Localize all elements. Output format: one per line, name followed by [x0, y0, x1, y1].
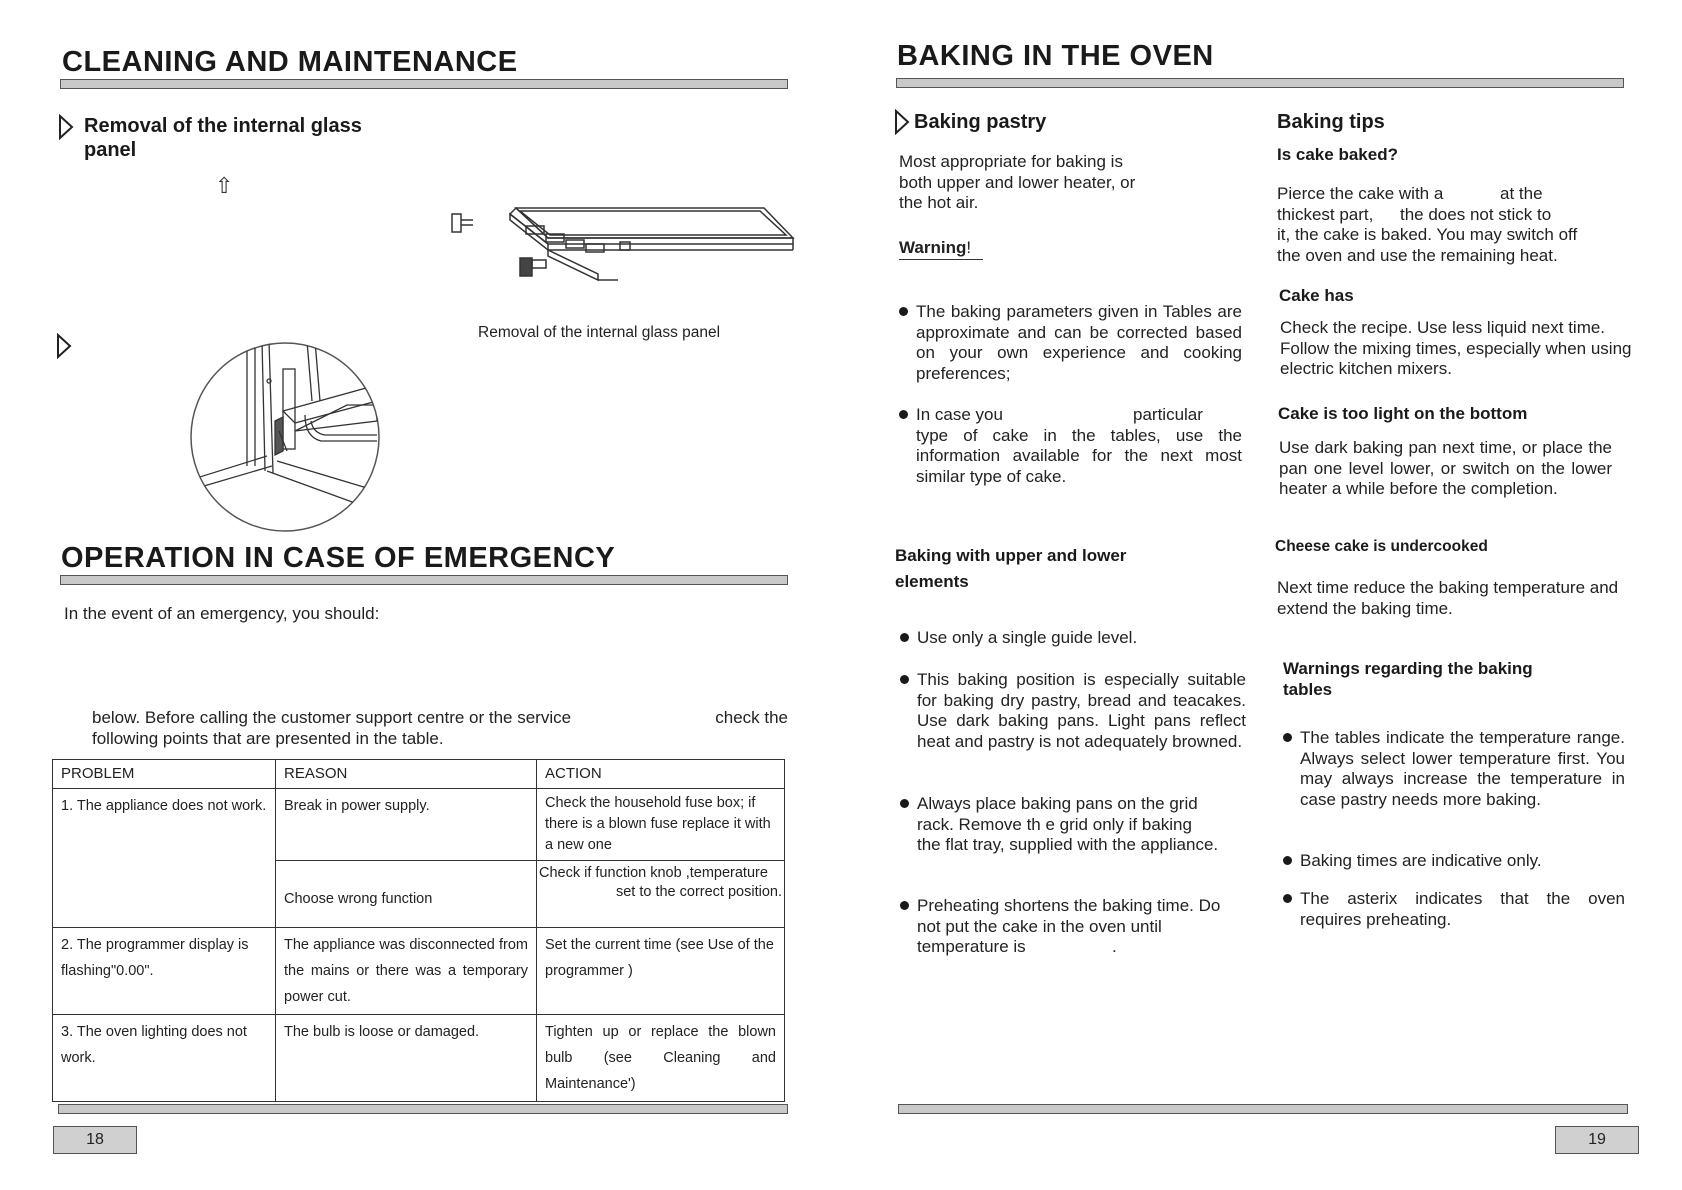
row3-action: Tighten up or replace the blown bulb (see Cleaning and Maintenance') [537, 1015, 785, 1102]
row3-problem: 3. The oven lighting does not work. [53, 1015, 276, 1102]
page-number-right: 19 [1555, 1126, 1639, 1154]
warning-label [899, 238, 983, 260]
header-problem: PROBLEM [53, 760, 276, 789]
emergency-line2: following points that are presented in the table. [92, 728, 444, 748]
emergency-paragraph [92, 708, 788, 749]
bullet-baking-pans-line2: rack. Remove th e grid only if baking [917, 814, 1192, 834]
cake-has-text: Check the recipe. Use less liquid next time. Follow the mixing times, especially when using electric kitchen mixers. [1280, 318, 1632, 378]
too-light-heading: Cake is too light on the bottom [1278, 404, 1528, 423]
baking-tips-heading: Baking tips [1277, 111, 1385, 133]
footer-bar [898, 1104, 1628, 1114]
bullet-in-case-rest: type of cake in the tables, use the information available for the next most similar type of cake. [916, 425, 1242, 486]
hinge-detail-drawing [187, 341, 385, 533]
footer-bar [58, 1104, 788, 1114]
bullet-preheating [900, 896, 1245, 958]
cake-baked-line4: the oven and use the remaining heat. [1277, 245, 1558, 265]
bullet-in-case [899, 405, 1242, 487]
upper-lower-heading-line1: Baking with upper and lower [895, 546, 1127, 565]
row1-problem: 1. The appliance does not work. [53, 789, 276, 928]
emergency-line1-a: below. Before calling the customer support centre or the service [92, 708, 572, 727]
title-underline-bar [60, 575, 788, 585]
warning-label-text: Warning [899, 238, 967, 257]
page-number-left: 18 [53, 1126, 137, 1154]
bullet-baking-pans-line3: the flat tray, supplied with the appliance. [917, 835, 1219, 854]
warnings-tables-heading: Warnings regarding the baking tables [1283, 659, 1533, 699]
header-action: ACTION [537, 760, 785, 789]
cake-baked-line1-b: at the [1500, 184, 1543, 203]
glass-panel-heading [84, 114, 414, 162]
cake-baked-line2-a: thickest part, [1277, 204, 1374, 224]
section-triangle-icon [58, 114, 74, 140]
too-light-text: Use dark baking pan next time, or place the pan one level lower, or switch on the lower heater a while before the completion. [1279, 438, 1612, 498]
section-triangle-icon [894, 109, 910, 135]
bullet-baking-pans-line1: Always place baking pans on the grid [917, 794, 1198, 813]
bullet-baking-times: Baking times are indicative only. [1283, 851, 1625, 872]
cleaning-maintenance-title: CLEANING AND MAINTENANCE [62, 46, 518, 78]
header-reason: REASON [276, 760, 537, 789]
cake-baked-line2-b: the does not stick to [1400, 204, 1552, 224]
emergency-line1-b: check the [715, 708, 788, 727]
emergency-intro: In the event of an emergency, you should: [64, 604, 380, 623]
bullet-baking-parameters: The baking parameters given in Tables are approximate and can be corrected based on your own experience and cooking preferences; [899, 302, 1242, 384]
row1-action-b-line1: Check if function knob ,temperature [539, 865, 768, 881]
upper-lower-heading [895, 543, 1126, 595]
baking-pastry-heading: Baking pastry [914, 111, 1047, 133]
row1-reason-b: Choose wrong function [276, 861, 537, 928]
bullet-asterix: The asterix indicates that the oven requires preheating. [1283, 889, 1625, 930]
bullet-in-case-b: particular [1133, 405, 1203, 424]
row2-problem: 2. The programmer display is flashing"0.00". [53, 928, 276, 1015]
bullet-baking-position: This baking position is especially suitable for baking dry pastry, bread and teacakes. Use dark baking pans. Light pans reflect heat and pastry is not adequately browned. [900, 670, 1246, 752]
upper-lower-heading-line2: elements [895, 572, 969, 591]
warning-mark: ! [966, 238, 972, 257]
table-row [53, 1015, 785, 1102]
title-underline-bar [896, 78, 1624, 88]
bullet-preheating-end: . [1112, 937, 1117, 956]
cheese-cake-text: Next time reduce the baking temperature and extend the baking time. [1277, 578, 1619, 618]
row2-reason: The appliance was disconnected from the mains or there was a temporary power cut. [276, 928, 537, 1015]
row2-action: Set the current time (see Use of the programmer ) [537, 928, 785, 1015]
glass-panel-heading-line1: Removal of the internal glass [84, 115, 362, 137]
row1-action-b-line2: set to the correct position. [615, 884, 782, 900]
cake-has-heading: Cake has [1279, 286, 1354, 305]
bullet-preheating-line3: temperature is [917, 937, 1026, 956]
figure-caption: Removal of the internal glass panel [478, 324, 721, 341]
baking-oven-title: BAKING IN THE OVEN [897, 40, 1214, 72]
cake-baked-line1-a: Pierce the cake with a [1277, 184, 1444, 203]
bullet-baking-pans [900, 794, 1260, 856]
row1-action-b [537, 861, 785, 928]
arrow-up-icon: ⇧ [215, 173, 234, 198]
glass-panel-heading-line2: panel [84, 139, 137, 161]
bullet-preheating-line1: Preheating shortens the baking time. Do [917, 896, 1221, 915]
bullet-preheating-line2: not put the cake in the oven until [917, 916, 1162, 936]
title-underline-bar [60, 79, 788, 89]
table-row [53, 789, 785, 861]
bullet-in-case-a: In case you [916, 405, 1003, 424]
table-row [53, 928, 785, 1015]
row3-reason: The bulb is loose or damaged. [276, 1015, 537, 1102]
cake-baked-heading: Is cake baked? [1277, 145, 1398, 164]
cake-baked-line3: it, the cake is baked. You may switch off [1277, 225, 1578, 244]
cheese-cake-heading: Cheese cake is undercooked [1275, 538, 1488, 555]
emergency-title: OPERATION IN CASE OF EMERGENCY [61, 542, 616, 574]
cake-baked-text [1277, 184, 1622, 266]
baking-pastry-text: Most appropriate for baking is both upper and lower heater, or the hot air. [899, 152, 1136, 212]
bullet-temperature-range: The tables indicate the temperature range. Always select lower temperature first. You may always increase the temperature in case pastry needs more baking. [1283, 728, 1625, 810]
section-triangle-icon [56, 333, 72, 359]
table-header-row [53, 760, 785, 789]
glass-panel-drawing [448, 196, 806, 296]
troubleshooting-table [52, 759, 785, 1102]
bullet-single-guide: Use only a single guide level. [900, 628, 1240, 649]
row1-reason-a: Break in power supply. [276, 789, 537, 861]
row1-action-a: Check the household fuse box; if there is a blown fuse replace it with a new one [537, 789, 785, 861]
